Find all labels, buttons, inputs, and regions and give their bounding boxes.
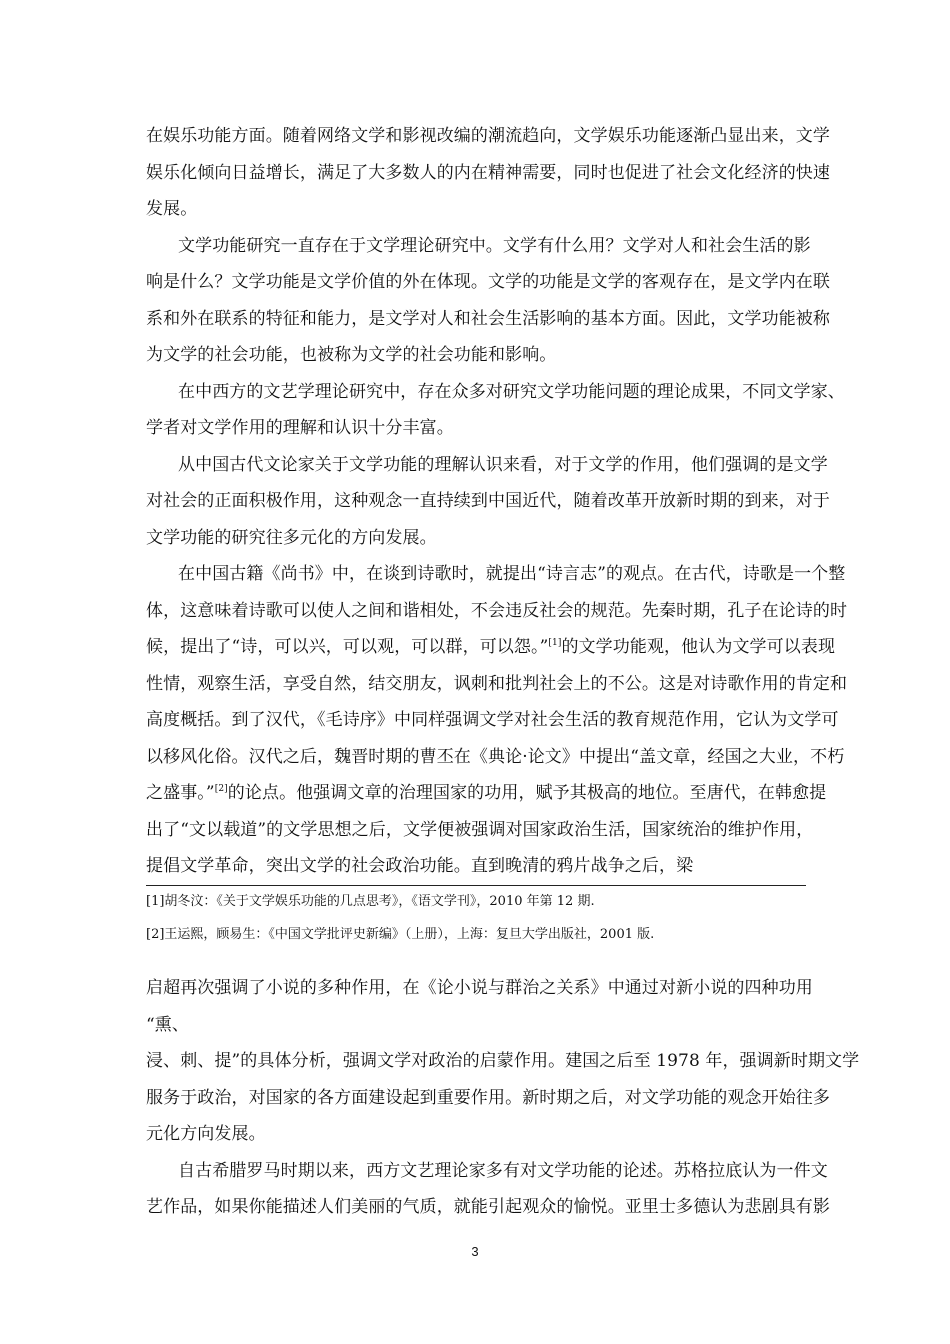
text-line: 学者对文学作用的理解和认识十分丰富。	[146, 418, 454, 438]
footnote-2: [2]王运熙，顾易生：《中国文学批评史新编》（上册），上海：复旦大学出版社，2001 版.	[146, 927, 655, 942]
text-line: 高度概括。到了汉代，《毛诗序》中同样强调文学对社会生活的教育规范作用，它认为文学可	[146, 710, 839, 730]
footnote-separator	[146, 885, 806, 886]
footnote-ref-1[interactable]: [1]	[548, 638, 562, 648]
footnote-ref-2[interactable]: [2]	[214, 784, 228, 794]
text-line: 发展。	[146, 199, 198, 219]
text-line: 出了“文以载道”的文学思想之后，文学便被强调对国家政治生活，国家统治的维护作用，	[146, 819, 814, 840]
text-segment: 的文学功能观，他认为文学可以表现	[561, 637, 836, 657]
text-line	[146, 629, 836, 666]
text-line: 以移风化俗。汉代之后，魏晋时期的曹丕在《典论·论文》中提出“盖文章，经国之大业，不朽	[146, 746, 845, 767]
text-line: 娱乐化倾向日益增长，满足了大多数人的内在精神需要，同时也促进了社会文化经济的快速	[146, 162, 830, 183]
text-line: 系和外在联系的特征和能力，是文学对人和社会生活影响的基本方面。因此，文学功能被称	[146, 308, 830, 329]
text-line: 性情，观察生活，享受自然，结交朋友，讽刺和批判社会上的不公。这是对诗歌作用的肯定和	[146, 673, 848, 694]
text-line: 启超再次强调了小说的多种作用，在《论小说与群治之关系》中通过对新小说的四种功用	[146, 978, 813, 998]
text-line: “熏、	[146, 1014, 189, 1035]
text-line: 提倡文学革命，突出文学的社会政治功能。直到晚清的鸦片战争之后，梁	[146, 856, 694, 876]
text-line: 艺作品，如果你能描述人们美丽的气质，就能引起观众的愉悦。亚里士多德认为悲剧具有影	[146, 1197, 830, 1217]
text-segment: 的论点。他强调文章的治理国家的功用，赋予其极高的地位。至唐代，在韩愈提	[227, 783, 827, 803]
text-line: 在中国古籍《尚书》中，在谈到诗歌时，就提出“诗言志”的观点。在古代，诗歌是一个整	[178, 564, 846, 584]
text-segment: 之盛事。”	[146, 783, 215, 803]
page-number: 3	[471, 1244, 479, 1259]
text-line: 体，这意味着诗歌可以使人之间和谐相处，不会违反社会的规范。先秦时期，孔子在论诗的时	[146, 600, 848, 621]
text-segment: 候，提出了“诗，可以兴，可以观，可以群，可以怨。”	[146, 637, 549, 657]
text-line: 元化方向发展。	[146, 1124, 266, 1144]
text-line: 浸、刺、提”的具体分析，强调文学对政治的启蒙作用。建国之后至 1978 年，强调新时期文学	[146, 1051, 860, 1071]
text-line: 在娱乐功能方面。随着网络文学和影视改编的潮流趋向，文学娱乐功能逐渐凸显出来，文学	[146, 126, 830, 146]
text-line: 从中国古代文论家关于文学功能的理解认识来看，对于文学的作用，他们强调的是文学	[178, 454, 828, 475]
text-line: 自古希腊罗马时期以来，西方文艺理论家多有对文学功能的论述。苏格拉底认为一件文	[178, 1160, 828, 1181]
text-line: 服务于政治，对国家的各方面建设起到重要作用。新时期之后，对文学功能的观念开始往多	[146, 1087, 830, 1108]
body-text-bottom	[146, 970, 860, 1226]
text-line: 为文学的社会功能，也被称为文学的社会功能和影响。	[146, 345, 557, 365]
text-line: 对社会的正面积极作用，这种观念一直持续到中国近代，随着改革开放新时期的到来，对于	[146, 491, 830, 511]
text-line	[146, 775, 827, 812]
body-text-top	[146, 118, 848, 885]
text-line: 文学功能研究一直存在于文学理论研究中。文学有什么用？文学对人和社会生活的影	[178, 235, 811, 256]
text-line: 在中西方的文艺学理论研究中，存在众多对研究文学功能问题的理论成果，不同文学家、	[178, 381, 845, 402]
footnote-1: [1]胡冬汶：《关于文学娱乐功能的几点思考》，《语文学刊》，2010 年第 12 期.	[146, 894, 595, 909]
text-line: 响是什么？文学功能是文学价值的外在体现。文学的功能是文学的客观存在，是文学内在联	[146, 272, 830, 292]
text-line: 文学功能的研究往多元化的方向发展。	[146, 527, 437, 548]
